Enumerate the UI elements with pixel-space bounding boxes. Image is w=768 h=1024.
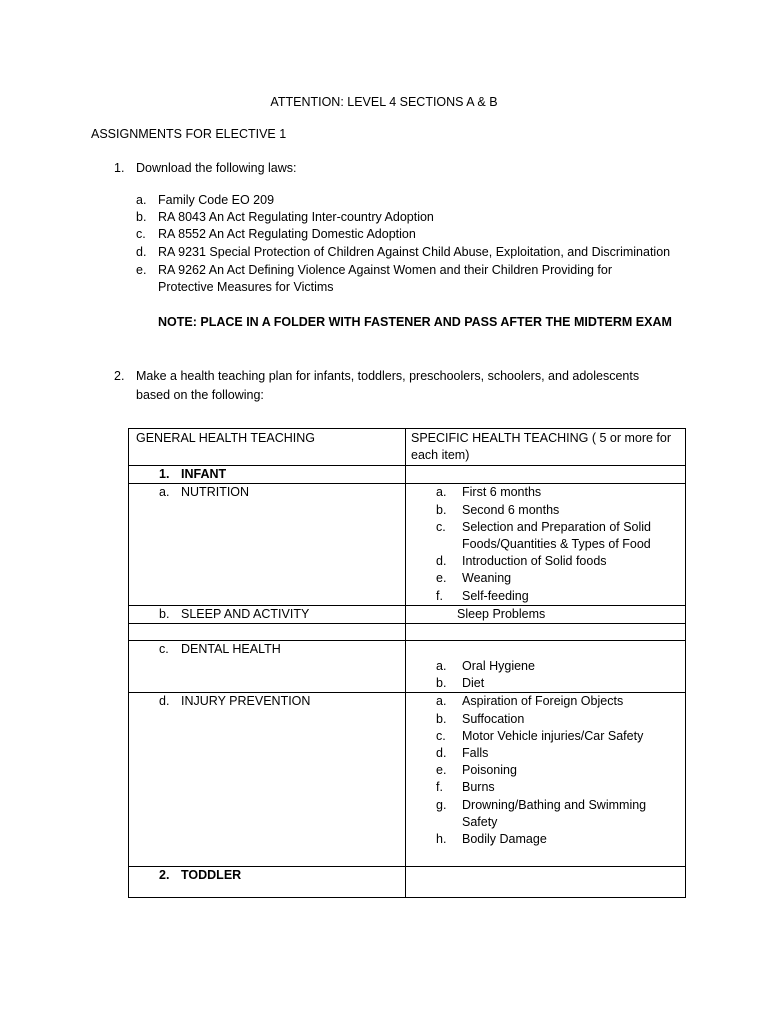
- law-item: Family Code EO 209: [158, 193, 275, 207]
- table-header-cell: [406, 429, 686, 466]
- injury-letter: d.: [159, 694, 170, 709]
- table-row-injury: [129, 693, 686, 867]
- item-1-text: Download the following laws:: [136, 161, 297, 175]
- item-text: Diet: [462, 676, 485, 691]
- dental-row: [129, 641, 405, 658]
- sleep-problems: Sleep Problems: [457, 606, 546, 621]
- list-item: [406, 745, 685, 762]
- law-item: RA 8043 An Act Regulating Inter-country Adoption: [158, 210, 434, 224]
- table-cell: [129, 867, 406, 898]
- item-letter: g.: [436, 797, 447, 812]
- item-text: Selection and Preparation of Solid Foods/Quantities & Types of Food: [462, 519, 652, 552]
- table-cell: [129, 693, 406, 867]
- table-row-sleep: [129, 605, 686, 623]
- item-text: Introduction of Solid foods: [462, 554, 607, 569]
- nutrition-label: NUTRITION: [181, 485, 250, 500]
- item-letter: a.: [436, 659, 447, 674]
- item-letter: e.: [436, 571, 447, 586]
- item-2-text: Make a health teaching plan for infants, toddlers, preschoolers, schoolers, and adolescents: [136, 369, 640, 383]
- infant-number: 1.: [159, 467, 170, 482]
- item-text: Aspiration of Foreign Objects: [462, 694, 624, 709]
- item-letter: c.: [436, 519, 446, 534]
- nutrition-row: [129, 484, 405, 501]
- item-letter: f.: [436, 588, 443, 603]
- list-item: [406, 831, 685, 848]
- table-header-cell: [129, 429, 406, 466]
- item-2-number: 2.: [114, 369, 125, 383]
- law-letter: e.: [136, 263, 147, 277]
- list-item: [406, 728, 685, 745]
- item-text: Oral Hygiene: [462, 659, 535, 674]
- item-text: Second 6 months: [462, 502, 560, 517]
- list-item: [406, 762, 685, 779]
- dental-letter: c.: [159, 642, 169, 657]
- item-text: Bodily Damage: [462, 832, 547, 847]
- sleep-row: [129, 606, 405, 623]
- table-cell: [129, 484, 406, 605]
- list-item: [406, 693, 685, 710]
- attention-heading: ATTENTION: LEVEL 4 SECTIONS A & B: [270, 95, 498, 109]
- toddler-label: TODDLER: [181, 868, 242, 883]
- item-text: Motor Vehicle injuries/Car Safety: [462, 728, 644, 743]
- item-text: Poisoning: [462, 763, 517, 778]
- health-teaching-table: [128, 428, 686, 898]
- item-text: Burns: [462, 780, 495, 795]
- table-row-toddler: [129, 867, 686, 898]
- list-item: [406, 484, 685, 501]
- item-letter: a.: [436, 485, 447, 500]
- table-cell: [406, 466, 686, 484]
- law-letter: a.: [136, 193, 147, 207]
- table-cell: [406, 693, 686, 867]
- law-item-continuation: Protective Measures for Victims: [158, 280, 334, 294]
- list-item: [406, 675, 685, 692]
- law-letter: d.: [136, 245, 147, 259]
- item-letter: d.: [436, 746, 447, 761]
- list-item: [406, 588, 685, 605]
- folder-note: NOTE: PLACE IN A FOLDER WITH FASTENER AND PASS AFTER THE MIDTERM EXAM: [158, 315, 672, 329]
- table-cell: [406, 867, 686, 898]
- item-letter: c.: [436, 728, 446, 743]
- list-item: [406, 502, 685, 519]
- law-letter: c.: [136, 227, 146, 241]
- sleep-label: SLEEP AND ACTIVITY: [181, 606, 310, 621]
- table-cell: [129, 641, 406, 693]
- item-text: Falls: [462, 746, 489, 761]
- law-item: RA 9231 Special Protection of Children Against Child Abuse, Exploitation, and Discrimination: [158, 245, 671, 259]
- table-cell: [406, 641, 686, 693]
- item-letter: b.: [436, 502, 447, 517]
- law-item: RA 9262 An Act Defining Violence Against Women and their Children Providing for: [158, 263, 612, 277]
- sleep-letter: b.: [159, 606, 170, 621]
- item-text: Weaning: [462, 571, 512, 586]
- table-header-row: [129, 429, 686, 466]
- item-text: First 6 months: [462, 485, 542, 500]
- infant-label: INFANT: [181, 467, 227, 482]
- table-row-infant: [129, 466, 686, 484]
- assignments-heading: ASSIGNMENTS FOR ELECTIVE 1: [91, 127, 287, 141]
- infant-row: [129, 466, 405, 483]
- list-item: [406, 519, 685, 553]
- toddler-row: [129, 867, 405, 884]
- table-row-nutrition: [129, 484, 686, 605]
- list-item: [406, 570, 685, 587]
- law-letter: b.: [136, 210, 147, 224]
- toddler-number: 2.: [159, 868, 170, 883]
- item-2-text-continuation: based on the following:: [136, 388, 264, 402]
- table-cell: [129, 466, 406, 484]
- dental-label: DENTAL HEALTH: [181, 642, 281, 657]
- law-item: RA 8552 An Act Regulating Domestic Adoption: [158, 227, 416, 241]
- table-cell: [129, 624, 406, 641]
- item-letter: b.: [436, 676, 447, 691]
- injury-row: [129, 693, 405, 710]
- table-row-dental: [129, 641, 686, 693]
- item-letter: b.: [436, 711, 447, 726]
- injury-label: INJURY PREVENTION: [181, 694, 311, 709]
- specific-health-teaching-header: SPECIFIC HEALTH TEACHING ( 5 or more for each item): [411, 431, 672, 463]
- item-letter: a.: [436, 694, 447, 709]
- table-cell: [406, 624, 686, 641]
- table-cell: [406, 605, 686, 623]
- list-item: [406, 658, 685, 675]
- item-letter: f.: [436, 780, 443, 795]
- table-cell: [406, 484, 686, 605]
- item-letter: h.: [436, 832, 447, 847]
- item-letter: d.: [436, 554, 447, 569]
- item-text: Self-feeding: [462, 588, 529, 603]
- nutrition-letter: a.: [159, 485, 170, 500]
- item-letter: e.: [436, 763, 447, 778]
- item-1-number: 1.: [114, 161, 125, 175]
- table-row-empty: [129, 624, 686, 641]
- item-text: Suffocation: [462, 711, 525, 726]
- list-item: [406, 553, 685, 570]
- list-item: [406, 711, 685, 728]
- list-item: [406, 779, 685, 796]
- general-health-teaching-header: GENERAL HEALTH TEACHING: [136, 431, 315, 445]
- list-item: [406, 797, 685, 831]
- table-cell: [129, 605, 406, 623]
- item-text: Drowning/Bathing and Swimming Safety: [462, 797, 647, 829]
